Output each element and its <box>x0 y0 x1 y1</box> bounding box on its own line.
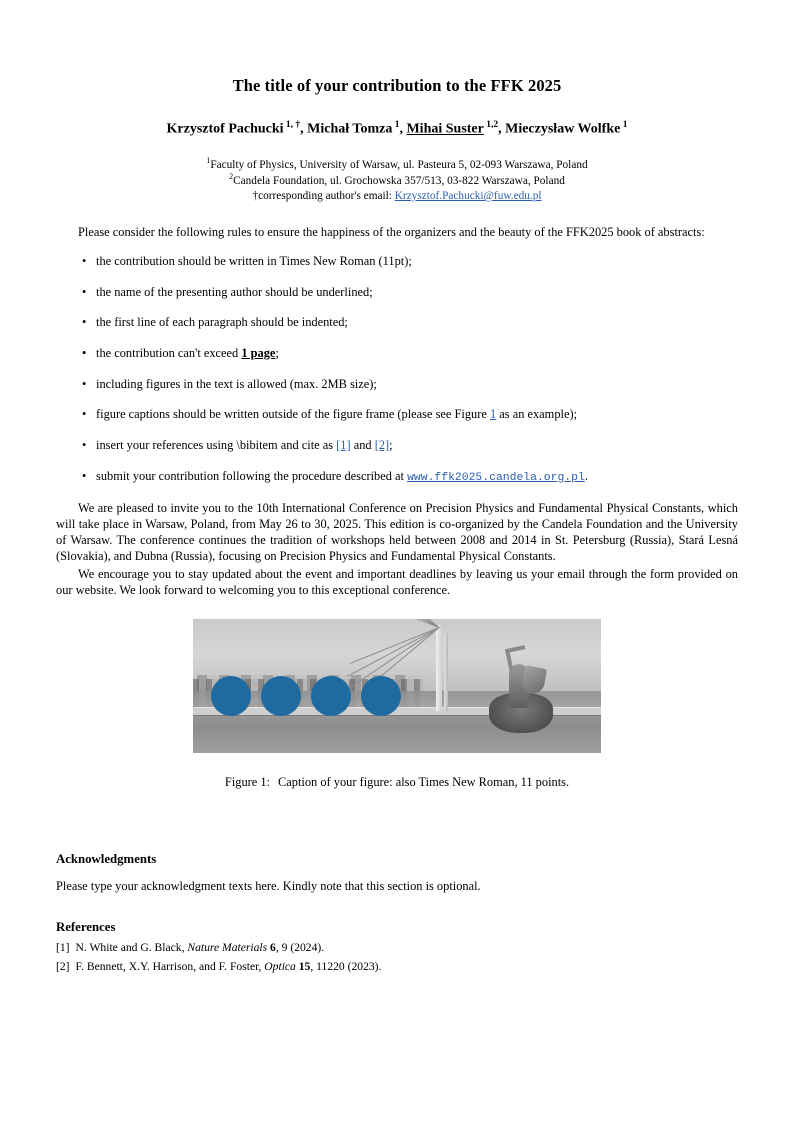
author-list <box>56 120 738 138</box>
reference-authors: F. Bennett, X.Y. Harrison, and F. Foster, <box>75 959 265 973</box>
reference-number: [1] <box>56 940 70 954</box>
reference-volume: 6 <box>267 940 276 954</box>
rule-item <box>56 406 738 422</box>
rule-item <box>56 314 738 330</box>
author-name: Krzysztof Pachucki <box>166 121 284 137</box>
affiliation-text: Faculty of Physics, University of Warsaw, ul. Pasteura 5, 02-093 Warszawa, Poland <box>210 158 588 171</box>
corresponding-email-link[interactable]: Krzysztof.Pachucki@fuw.edu.pl <box>394 190 542 202</box>
figure-label: Figure 1: <box>224 774 271 789</box>
author-separator: , <box>498 121 506 137</box>
overlay-dot <box>361 676 401 716</box>
overlay-dot <box>311 676 351 716</box>
acknowledgments-text: Please type your acknowledgment texts here. Kindly note that this section is optional. <box>56 878 481 893</box>
author-name: Michał Tomza <box>307 121 393 137</box>
references-heading: References <box>56 919 116 934</box>
affiliation-marker: 1 <box>206 155 211 165</box>
author-affiliation-marker: 1,2 <box>483 120 499 130</box>
submission-url-link[interactable]: www.ffk2025.candela.org.pl <box>407 471 585 484</box>
emphasis-text: 1 page <box>241 346 276 360</box>
overlay-dot <box>211 676 251 716</box>
figure-block <box>56 619 738 790</box>
rule-item <box>56 376 738 392</box>
corresponding-prefix: †corresponding author's email: <box>252 190 395 202</box>
author-separator: , <box>300 121 308 137</box>
photo-bridge-pylon-second <box>444 633 448 711</box>
rule-text: insert your references using \bibitem and cite as <box>96 437 337 452</box>
rule-text: ; <box>389 437 393 452</box>
rule-text: as an example); <box>496 407 578 422</box>
author-name: Mihai Suster <box>406 121 484 137</box>
rule-item <box>56 284 738 300</box>
figure-caption-text: Caption of your figure: also Times New Roman, 11 points. <box>278 774 570 789</box>
references-list <box>56 941 738 973</box>
overlay-dot <box>261 676 301 716</box>
photo-bridge-pylon <box>436 625 442 711</box>
paragraph-updates: We encourage you to stay updated about the event and important deadlines by leaving us your email through the form provided on our website. We look forward to welcoming you to this exceptional conference. <box>56 567 738 598</box>
reference-journal: Nature Materials <box>187 940 268 954</box>
author-affiliation-marker: 1 <box>620 120 628 130</box>
references-section <box>56 920 738 973</box>
affiliation-marker: 2 <box>229 172 234 182</box>
author-affiliation-marker: 1 <box>392 120 400 130</box>
rule-text: including figures in the text is allowed (max. 2MB size); <box>96 376 377 391</box>
rule-text: ; <box>275 346 279 360</box>
reference-rest: , 9 (2024). <box>275 940 325 954</box>
cross-reference-link[interactable]: [1] <box>336 437 351 452</box>
reference-volume: 15 <box>295 959 311 973</box>
affiliation-line <box>56 156 738 173</box>
rule-text: submit your contribution following the procedure described at <box>96 468 408 483</box>
reference-number: [2] <box>56 959 70 973</box>
reference-rest: , 11220 (2023). <box>310 959 382 973</box>
acknowledgments-section <box>56 852 738 894</box>
reference-journal: Optica <box>264 959 296 973</box>
rule-item <box>56 253 738 269</box>
rule-text: the first line of each paragraph should be indented; <box>96 315 348 330</box>
rule-item <box>56 468 738 486</box>
corresponding-author-line <box>56 190 738 202</box>
rule-text: and <box>350 437 375 452</box>
page-title: The title of your contribution to the FFK 2025 <box>232 76 562 95</box>
author-separator: , <box>399 121 407 137</box>
figure-image <box>193 619 601 753</box>
rule-text: figure captions should be written outside of the figure frame (please see Figure <box>96 407 490 422</box>
rules-list <box>56 253 738 485</box>
reference-authors: N. White and G. Black, <box>75 940 188 954</box>
acknowledgments-heading: Acknowledgments <box>56 851 157 866</box>
rule-item <box>56 437 738 453</box>
rule-text: the contribution should be written in Times New Roman (11pt); <box>96 254 412 269</box>
figure-caption <box>56 775 738 790</box>
intro-paragraph: Please consider the following rules to ensure the happiness of the organizers and the beauty of the FFK2025 book of abstracts: <box>78 225 705 239</box>
rule-text: the contribution can't exceed <box>96 346 242 360</box>
affiliation-text: Candela Foundation, ul. Grochowska 357/513, 03-822 Warszawa, Poland <box>233 175 565 188</box>
affiliation-list <box>56 156 738 189</box>
rule-text: . <box>584 468 588 483</box>
cross-reference-link[interactable]: [2] <box>374 437 390 452</box>
reference-item <box>56 960 738 973</box>
affiliation-line <box>56 172 738 189</box>
rule-text: the name of the presenting author should be underlined; <box>96 284 373 299</box>
author-affiliation-marker: 1, † <box>283 120 301 130</box>
author-name: Mieczysław Wolfke <box>505 121 621 137</box>
rule-item <box>56 345 738 361</box>
paragraph-invitation: We are pleased to invite you to the 10th International Conference on Precision Physics and Fundamental Physical Constants, which will take place in Warsaw, Poland, from May 26 to 30, 2025. This edition is co-organized by the Candela Foundation and the University of Warsaw. The conference continues the tradition of workshops held between 2008 and 2014 in St. Petersburg (Russia), Stará Lesná (Slovakia), and Dubna (Russia), focusing on Precision Physics and Fundamental Physical Constants. <box>56 500 738 564</box>
reference-item <box>56 941 738 954</box>
cross-reference-link[interactable]: 1 <box>489 407 497 422</box>
